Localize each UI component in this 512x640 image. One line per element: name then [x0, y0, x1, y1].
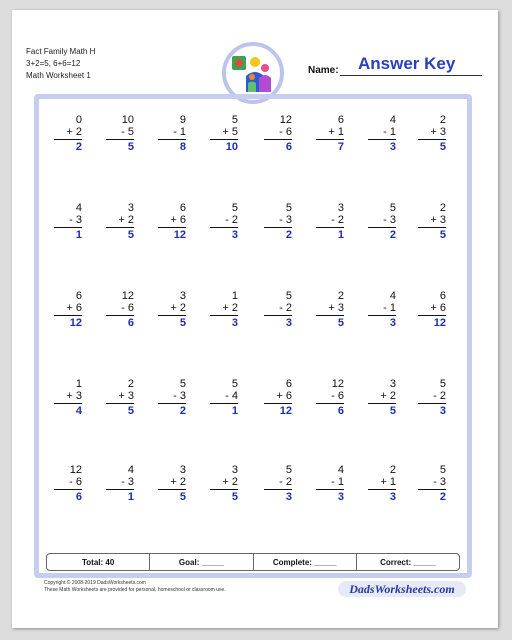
problem — [316, 464, 344, 503]
problem-answer: 2 — [179, 405, 186, 417]
problem-answer: 3 — [285, 317, 292, 329]
problem-bottom-line — [54, 302, 82, 314]
answer-rule — [316, 139, 344, 140]
problem-top-number: 1 — [231, 290, 238, 302]
problem-bottom-line — [316, 214, 344, 226]
problem-bottom-line — [106, 476, 134, 488]
problem-answer: 3 — [389, 141, 396, 153]
problem-bottom-line — [368, 214, 396, 226]
problem-bottom-number: 4 — [231, 390, 238, 402]
problem — [54, 114, 82, 153]
problem-answer: 5 — [127, 405, 134, 417]
problem-bottom-number: 2 — [179, 302, 186, 314]
problem-bottom-number: 2 — [337, 214, 344, 226]
operator-sign: + — [170, 476, 177, 488]
operator-sign: - — [331, 390, 335, 402]
problem-bottom-line — [418, 214, 446, 226]
answer-rule — [210, 139, 238, 140]
operator-sign: - — [331, 214, 335, 226]
operator-sign: + — [380, 476, 387, 488]
brand-logo — [338, 578, 466, 600]
operator-sign: - — [121, 476, 125, 488]
problem — [418, 290, 446, 329]
problem-bottom-number: 3 — [439, 476, 446, 488]
problem-bottom-number: 2 — [231, 302, 238, 314]
problem-bottom-line — [368, 476, 396, 488]
problem — [158, 202, 186, 241]
problem-bottom-number: 2 — [231, 476, 238, 488]
problem-bottom-line — [316, 390, 344, 402]
problem — [264, 202, 292, 241]
copyright-line: Copyright © 2008-2019 DadsWorksheets.com — [44, 580, 146, 586]
problem-top-number: 10 — [121, 114, 134, 126]
operator-sign: + — [328, 302, 335, 314]
answer-rule — [264, 403, 292, 404]
problem — [106, 464, 134, 503]
operator-sign: - — [331, 476, 335, 488]
operator-sign: - — [173, 126, 177, 138]
operator-sign: + — [66, 302, 73, 314]
problem-top-number: 12 — [121, 290, 134, 302]
problem-answer: 5 — [231, 491, 238, 503]
problem-top-number: 5 — [285, 202, 292, 214]
operator-sign: + — [380, 390, 387, 402]
answer-rule — [210, 403, 238, 404]
name-label: Name: — [308, 65, 339, 76]
problem-top-number: 9 — [179, 114, 186, 126]
operator-sign: + — [170, 302, 177, 314]
problem — [210, 464, 238, 503]
problem — [368, 464, 396, 503]
problem-bottom-number: 2 — [231, 214, 238, 226]
worksheet-subtitle: 3+2=5, 6+6=12 — [26, 59, 81, 68]
problem-top-number: 5 — [179, 378, 186, 390]
problem-bottom-line — [158, 302, 186, 314]
problem-bottom-line — [106, 390, 134, 402]
answer-key-label: Answer Key — [358, 54, 456, 73]
problem-bottom-number: 6 — [179, 214, 186, 226]
problem-bottom-number: 2 — [439, 390, 446, 402]
operator-sign: - — [225, 214, 229, 226]
operator-sign: - — [383, 302, 387, 314]
problem-top-number: 6 — [285, 378, 292, 390]
operator-sign: + — [328, 126, 335, 138]
total-cell: Total: 40 — [47, 554, 150, 570]
problem-bottom-number: 5 — [231, 126, 238, 138]
problem-top-number: 2 — [127, 378, 134, 390]
problem-top-number: 4 — [127, 464, 134, 476]
problem-bottom-number: 6 — [439, 302, 446, 314]
operator-sign: - — [433, 476, 437, 488]
problem — [418, 202, 446, 241]
correct-cell: Correct: _____ — [380, 557, 436, 567]
answer-rule — [264, 489, 292, 490]
problem-bottom-number: 5 — [127, 126, 134, 138]
problem-bottom-line — [106, 214, 134, 226]
operator-sign: + — [430, 126, 437, 138]
problem-answer: 1 — [337, 229, 344, 241]
answer-rule — [368, 403, 396, 404]
problem — [316, 290, 344, 329]
worksheet-number: Math Worksheet 1 — [26, 71, 91, 80]
problem-bottom-line — [54, 126, 82, 138]
usage-line: These Math Worksheets are provided for personal, homeschool or classroom use. — [44, 587, 226, 593]
complete-cell: Complete: _____ — [254, 554, 357, 570]
problem-answer: 5 — [389, 405, 396, 417]
problem-top-number: 3 — [179, 290, 186, 302]
problem-answer: 6 — [337, 405, 344, 417]
problem-bottom-line — [106, 126, 134, 138]
problem-bottom-line — [418, 302, 446, 314]
problem — [316, 114, 344, 153]
problem — [368, 290, 396, 329]
problem-top-number: 5 — [231, 114, 238, 126]
problem-bottom-line — [54, 390, 82, 402]
problem-bottom-line — [418, 390, 446, 402]
answer-rule — [210, 315, 238, 316]
problem — [54, 290, 82, 329]
problem-answer: 6 — [75, 491, 82, 503]
problem-answer: 5 — [439, 229, 446, 241]
problem-answer: 12 — [279, 405, 292, 417]
problem-answer: 2 — [75, 141, 82, 153]
problem-top-number: 5 — [439, 464, 446, 476]
problem-answer: 6 — [127, 317, 134, 329]
problem-answer: 10 — [225, 141, 238, 153]
operator-sign: + — [430, 302, 437, 314]
problem-answer: 12 — [173, 229, 186, 241]
operator-sign: - — [121, 126, 125, 138]
operator-sign: - — [69, 476, 73, 488]
problem-bottom-number: 3 — [439, 126, 446, 138]
problem — [418, 114, 446, 153]
problem-answer: 6 — [285, 141, 292, 153]
problem-answer: 3 — [337, 491, 344, 503]
problem-top-number: 2 — [439, 114, 446, 126]
problem-bottom-number: 1 — [337, 126, 344, 138]
problem-bottom-line — [264, 476, 292, 488]
problem — [368, 378, 396, 417]
problem-answer: 3 — [389, 491, 396, 503]
answer-rule — [210, 489, 238, 490]
problem-answer: 5 — [337, 317, 344, 329]
worksheet-title: Fact Family Math H — [26, 47, 96, 56]
answer-rule — [54, 315, 82, 316]
problem — [158, 114, 186, 153]
problem-top-number: 5 — [389, 202, 396, 214]
problem-bottom-line — [264, 214, 292, 226]
operator-sign: - — [279, 476, 283, 488]
problem — [418, 378, 446, 417]
problem-bottom-line — [316, 126, 344, 138]
problem — [264, 464, 292, 503]
problem-top-number: 3 — [127, 202, 134, 214]
problem — [106, 290, 134, 329]
answer-rule — [106, 139, 134, 140]
answer-rule — [210, 227, 238, 228]
operator-sign: - — [279, 126, 283, 138]
answer-rule — [418, 489, 446, 490]
operator-sign: + — [66, 390, 73, 402]
problem-answer: 3 — [285, 491, 292, 503]
problem-bottom-line — [418, 476, 446, 488]
problem — [316, 378, 344, 417]
operator-sign: - — [69, 214, 73, 226]
answer-rule — [54, 139, 82, 140]
problem-bottom-number: 2 — [75, 126, 82, 138]
answer-rule — [106, 489, 134, 490]
operator-sign: + — [222, 302, 229, 314]
problem — [264, 114, 292, 153]
problem — [264, 378, 292, 417]
name-field — [308, 56, 488, 78]
problem-bottom-number: 6 — [127, 302, 134, 314]
problem-top-number: 6 — [75, 290, 82, 302]
problem-bottom-number: 3 — [337, 302, 344, 314]
answer-rule — [418, 139, 446, 140]
problem — [210, 114, 238, 153]
operator-sign: + — [222, 476, 229, 488]
problem-top-number: 5 — [285, 464, 292, 476]
problem-answer: 3 — [389, 317, 396, 329]
problem-top-number: 3 — [337, 202, 344, 214]
problem-answer: 1 — [127, 491, 134, 503]
problem-top-number: 4 — [389, 290, 396, 302]
problem-answer: 5 — [439, 141, 446, 153]
copyright-notice — [44, 580, 226, 594]
problem-bottom-line — [368, 302, 396, 314]
problem-bottom-number: 1 — [389, 476, 396, 488]
problem-answer: 12 — [69, 317, 82, 329]
problem-answer: 5 — [179, 491, 186, 503]
answer-rule — [368, 315, 396, 316]
problem-bottom-line — [368, 390, 396, 402]
problem-answer: 3 — [439, 405, 446, 417]
problem-bottom-line — [158, 476, 186, 488]
problem-bottom-line — [54, 214, 82, 226]
problem-answer: 3 — [231, 229, 238, 241]
problem-top-number: 5 — [285, 290, 292, 302]
problem-answer: 5 — [127, 141, 134, 153]
problem-top-number: 0 — [75, 114, 82, 126]
operator-sign: + — [222, 126, 229, 138]
problem-bottom-number: 1 — [389, 126, 396, 138]
problem-top-number: 6 — [179, 202, 186, 214]
problem-answer: 5 — [179, 317, 186, 329]
problem-bottom-number: 3 — [389, 214, 396, 226]
operator-sign: - — [433, 390, 437, 402]
problem-top-number: 5 — [231, 202, 238, 214]
problem-top-number: 1 — [75, 378, 82, 390]
problem — [210, 378, 238, 417]
problem-answer: 2 — [285, 229, 292, 241]
problem-bottom-line — [316, 302, 344, 314]
problem-bottom-line — [264, 126, 292, 138]
problem-bottom-line — [210, 302, 238, 314]
problem-answer: 1 — [75, 229, 82, 241]
answer-rule — [418, 227, 446, 228]
operator-sign: - — [279, 302, 283, 314]
name-underline — [340, 75, 482, 76]
problem-bottom-line — [210, 214, 238, 226]
answer-rule — [418, 403, 446, 404]
operator-sign: + — [118, 390, 125, 402]
answer-rule — [316, 227, 344, 228]
problem — [54, 464, 82, 503]
problem-bottom-line — [158, 214, 186, 226]
problem-answer: 2 — [389, 229, 396, 241]
problem-bottom-line — [368, 126, 396, 138]
answer-rule — [264, 227, 292, 228]
operator-sign: - — [173, 390, 177, 402]
operator-sign: - — [383, 214, 387, 226]
answer-rule — [316, 403, 344, 404]
problem-answer: 4 — [75, 405, 82, 417]
problem — [316, 202, 344, 241]
problem-bottom-line — [210, 476, 238, 488]
answer-rule — [316, 489, 344, 490]
answer-rule — [54, 489, 82, 490]
problem — [210, 202, 238, 241]
problem — [418, 464, 446, 503]
problem-top-number: 4 — [75, 202, 82, 214]
answer-rule — [158, 315, 186, 316]
problem — [106, 114, 134, 153]
problem — [210, 290, 238, 329]
problem-bottom-number: 3 — [179, 390, 186, 402]
problems-grid — [42, 114, 466, 544]
problem-answer: 2 — [439, 491, 446, 503]
problem — [368, 202, 396, 241]
operator-sign: + — [170, 214, 177, 226]
problem-bottom-number: 6 — [285, 390, 292, 402]
problem-bottom-number: 3 — [75, 214, 82, 226]
answer-rule — [418, 315, 446, 316]
problem-bottom-number: 2 — [127, 214, 134, 226]
problem-answer: 8 — [179, 141, 186, 153]
problem-bottom-number: 2 — [285, 302, 292, 314]
problem-bottom-line — [158, 126, 186, 138]
operator-sign: + — [276, 390, 283, 402]
problem-top-number: 3 — [231, 464, 238, 476]
problem-top-number: 5 — [231, 378, 238, 390]
problem-answer: 12 — [433, 317, 446, 329]
problem-bottom-line — [264, 302, 292, 314]
problem-bottom-number: 2 — [389, 390, 396, 402]
problem — [54, 378, 82, 417]
problem-answer: 1 — [231, 405, 238, 417]
problem-bottom-number: 2 — [179, 476, 186, 488]
problem-top-number: 2 — [337, 290, 344, 302]
brand-text: DadsWorksheets.com — [349, 582, 455, 596]
problem-top-number: 12 — [331, 378, 344, 390]
problem — [264, 290, 292, 329]
problem-top-number: 12 — [69, 464, 82, 476]
problem — [368, 114, 396, 153]
problem-bottom-line — [264, 390, 292, 402]
problem-bottom-number: 6 — [75, 302, 82, 314]
answer-rule — [106, 403, 134, 404]
operator-sign: - — [225, 390, 229, 402]
problem-top-number: 5 — [439, 378, 446, 390]
problem-top-number: 6 — [337, 114, 344, 126]
problem-bottom-number: 6 — [75, 476, 82, 488]
problem-bottom-line — [158, 390, 186, 402]
answer-rule — [368, 139, 396, 140]
answer-rule — [368, 227, 396, 228]
problem-bottom-line — [316, 476, 344, 488]
problem — [106, 378, 134, 417]
operator-sign: - — [279, 214, 283, 226]
score-bar — [46, 553, 460, 571]
problem-bottom-number: 3 — [127, 476, 134, 488]
problem-top-number: 4 — [337, 464, 344, 476]
problem-top-number: 2 — [439, 202, 446, 214]
answer-rule — [158, 489, 186, 490]
answer-rule — [316, 315, 344, 316]
problem — [106, 202, 134, 241]
worksheet-header — [26, 46, 95, 82]
problem-top-number: 4 — [389, 114, 396, 126]
answer-rule — [106, 315, 134, 316]
operator-sign: - — [121, 302, 125, 314]
problem-bottom-number: 3 — [285, 214, 292, 226]
problem — [158, 464, 186, 503]
goal-cell: Goal: _____ — [150, 554, 253, 570]
problem — [158, 378, 186, 417]
problem-top-number: 3 — [179, 464, 186, 476]
problem-top-number: 12 — [279, 114, 292, 126]
problem-bottom-line — [210, 126, 238, 138]
answer-rule — [106, 227, 134, 228]
problem-bottom-line — [54, 476, 82, 488]
problem-top-number: 3 — [389, 378, 396, 390]
answer-rule — [368, 489, 396, 490]
answer-rule — [158, 403, 186, 404]
problem-bottom-number: 3 — [439, 214, 446, 226]
problem-bottom-number: 1 — [179, 126, 186, 138]
problem-bottom-number: 6 — [285, 126, 292, 138]
problem-bottom-line — [418, 126, 446, 138]
answer-rule — [54, 403, 82, 404]
problem-top-number: 6 — [439, 290, 446, 302]
problem — [158, 290, 186, 329]
problem-bottom-number: 6 — [337, 390, 344, 402]
problem-answer: 3 — [231, 317, 238, 329]
operator-sign: - — [383, 126, 387, 138]
problem — [54, 202, 82, 241]
problem-bottom-number: 1 — [337, 476, 344, 488]
problem-top-number: 2 — [389, 464, 396, 476]
operator-sign: + — [118, 214, 125, 226]
answer-rule — [158, 227, 186, 228]
operator-sign: + — [66, 126, 73, 138]
answer-rule — [264, 315, 292, 316]
problem-bottom-number: 1 — [389, 302, 396, 314]
problem-bottom-number: 3 — [75, 390, 82, 402]
problem-bottom-line — [210, 390, 238, 402]
operator-sign: + — [430, 214, 437, 226]
problem-answer: 7 — [337, 141, 344, 153]
answer-rule — [264, 139, 292, 140]
answer-rule — [54, 227, 82, 228]
problem-bottom-line — [106, 302, 134, 314]
problem-bottom-number: 3 — [127, 390, 134, 402]
answer-rule — [158, 139, 186, 140]
problem-bottom-number: 2 — [285, 476, 292, 488]
problem-answer: 5 — [127, 229, 134, 241]
